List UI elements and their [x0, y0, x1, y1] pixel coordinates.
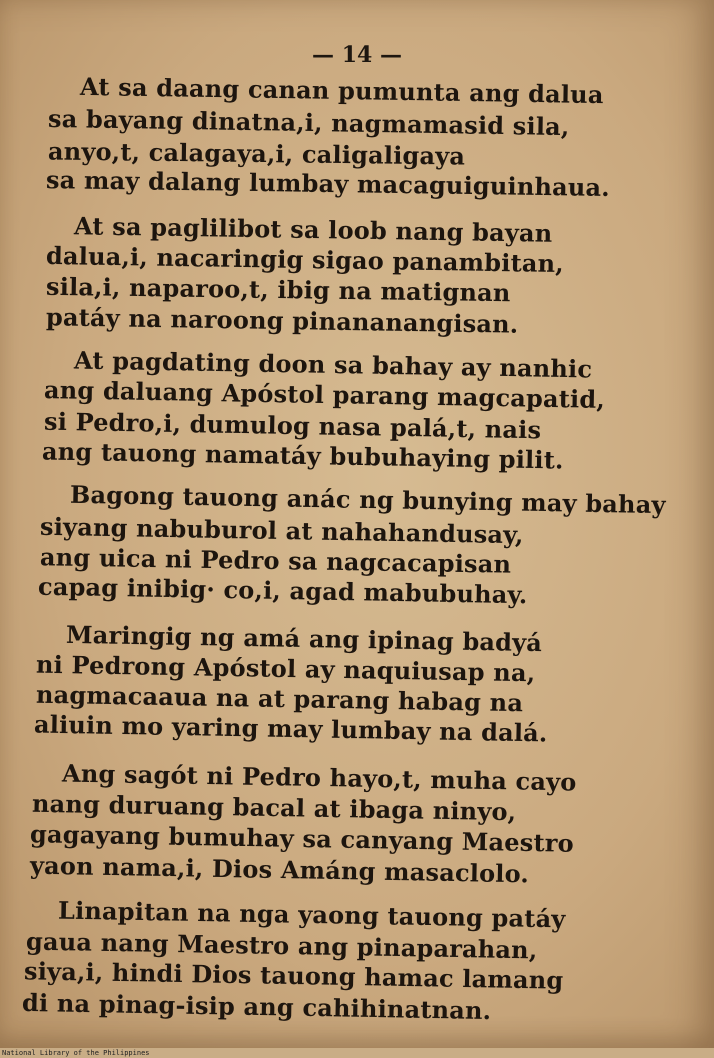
verse-line: gagayang bumuhay sa canyang Maestro — [29, 819, 575, 858]
verse-line: anyo,t, calagaya,i, caligaligaya — [47, 136, 466, 171]
verse-line: Ang sagót ni Pedro hayo,t, muha cayo — [61, 758, 577, 797]
stanza — [0, 757, 714, 889]
verse-line: yaon nama,i, Dios Amáng masaclolo. — [29, 850, 530, 889]
verse-line: ang uica ni Pedro sa nagcacapisan — [39, 542, 512, 579]
stanza — [0, 479, 714, 615]
verse-line: nagmacaaua na at parang habag na — [35, 679, 524, 718]
library-credit: National Library of the Philippines — [2, 1049, 150, 1057]
verse-line: ni Pedrong Apóstol ay naquiusap na, — [35, 649, 536, 688]
verse-line: siya,i, hindi Dios tauong hamac lamang — [23, 956, 564, 995]
verse-line: Bagong tauong anác ng bunying may bahay — [69, 479, 666, 520]
stanza — [0, 72, 714, 204]
verse-line: nang duruang bacal at ibaga ninyo, — [31, 788, 517, 827]
verse-line: At pagdating doon sa bahay ay nanhic — [73, 345, 593, 384]
verse-line: Linapitan na nga yaong tauong patáy — [57, 895, 566, 934]
verse-line: ang daluang Apóstol parang magcapatid, — [43, 375, 606, 414]
verse-line: sa may dalang lumbay macaguiguinhaua. — [45, 165, 611, 202]
stanza — [0, 346, 714, 478]
verse-line: patáy na naroong pinananangisan. — [45, 302, 519, 339]
verse-line: aliuin mo yaring may lumbay na dalá. — [33, 709, 548, 748]
verse-line: sa bayang dinatna,i, nagmamasid sila, — [47, 103, 570, 142]
verse-line: siyang nabuburol at nahahandusay, — [39, 511, 524, 550]
stanza — [0, 209, 714, 341]
verse-line: si Pedro,i, dumulog nasa palá,t, nais — [43, 406, 542, 445]
poem-body — [0, 72, 714, 1031]
page-number: — 14 — — [312, 42, 402, 68]
verse-line: ang tauong namatáy bubuhaying pilit. — [41, 436, 564, 475]
verse-line: di na pinag-isip ang cahihinatnan. — [21, 987, 492, 1026]
verse-line: gaua nang Maestro ang pinaparahan, — [25, 926, 538, 965]
verse-line: sila,i, naparoo,t, ibig na matignan — [45, 271, 511, 308]
stanza — [0, 894, 714, 1026]
verse-line: capag inibig· co,i, agad mabubuhay. — [37, 571, 528, 610]
verse-line: At sa paglilibot sa loob nang bayan — [73, 211, 553, 248]
verse-line: dalua,i, nacaringig sigao panambitan, — [45, 240, 565, 279]
verse-line: At sa daang canan pumunta ang dalua — [79, 71, 604, 110]
verse-line: Maringig ng amá ang ipinag badyá — [65, 619, 543, 658]
stanza — [0, 620, 714, 752]
